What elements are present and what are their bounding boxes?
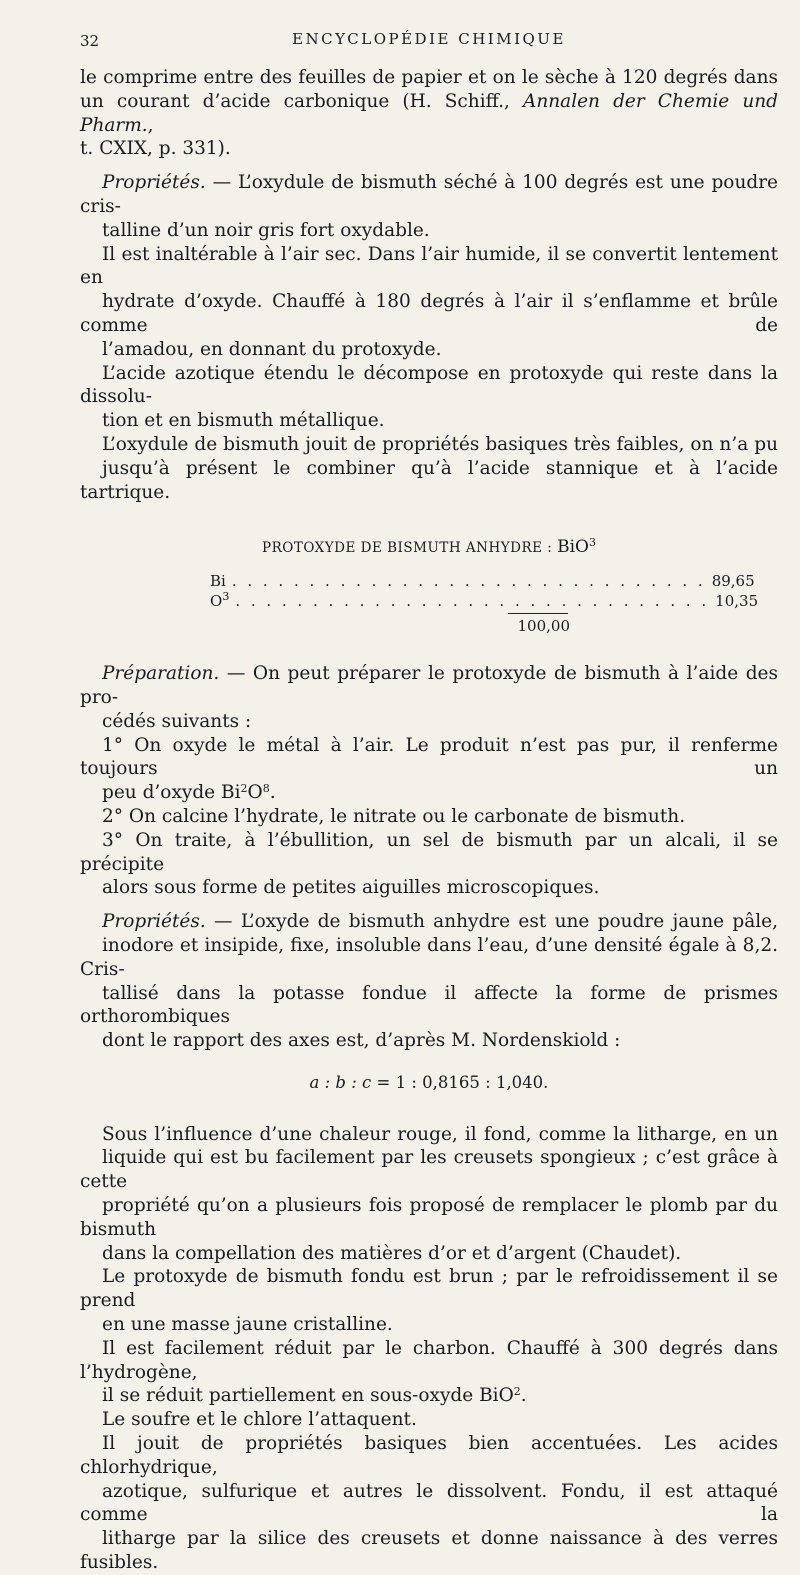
text-line xyxy=(80,781,778,805)
paragraph-fondu-brun xyxy=(80,1265,778,1336)
paragraph-proprietes-basiques xyxy=(80,433,778,504)
text-line: Il jouit de propriétés basiques bien accentuées. Les acides chlorhydrique, xyxy=(80,1433,778,1478)
composition-value: 10,35 xyxy=(715,592,759,611)
text-line: L’acide azotique étendu le décompose en protoxyde qui reste dans la dissolu- xyxy=(80,362,778,408)
text-line: litharge par la silice des creusets et donne naissance à des verres fusibles. xyxy=(80,1528,778,1574)
text-span: . xyxy=(269,782,276,804)
paragraph-schiff xyxy=(80,66,778,161)
section-lead: Préparation. xyxy=(102,663,220,685)
text-line: dont le rapport des axes est, d’après M. Nordenskiold : xyxy=(102,1030,621,1052)
text-line: propriété qu’on a plusieurs fois proposé de remplacer le plomb par du bismuth xyxy=(80,1195,778,1240)
composition-row xyxy=(210,571,755,591)
body-text xyxy=(80,66,778,1575)
text-line: azotique, sulfurique et autres le dissolvent. Fondu, il est attaqué comme la xyxy=(80,1480,778,1526)
text-line: 1° On oxyde le métal à l’air. Le produit n’est pas pur, il renferme toujours un xyxy=(80,734,778,780)
journal-title: Annalen der Chemie und Pharm. xyxy=(80,90,778,136)
text-line: Il est inaltérable à l’air sec. Dans l’air humide, il se convertit lentement en xyxy=(80,243,778,289)
text-line: L’oxydule de bismuth jouit de propriétés basiques très faibles, on n’a pu xyxy=(102,433,778,455)
text-line: alors sous forme de petites aiguilles microscopiques. xyxy=(102,877,600,899)
composition-total: 100,00 xyxy=(517,617,570,636)
text-span: — L’oxyde de bismuth anhydre est une poudre jaune pâle, xyxy=(205,911,778,933)
text-span: O xyxy=(247,782,263,804)
compound-name: PROTOXYDE DE BISMUTH ANHYDRE : xyxy=(262,540,558,557)
text-line: tion et en bismuth métallique. xyxy=(102,410,385,432)
text-line: liquide qui est bu facilement par les creusets spongieux ; c’est grâce à cette xyxy=(80,1147,778,1193)
superscript: 2 xyxy=(240,782,248,796)
formula-superscript: 3 xyxy=(588,536,596,550)
text-line: le comprime entre des feuilles de papier et on le sèche à 120 degrés dans xyxy=(80,67,778,88)
paragraph-preparation xyxy=(80,662,778,733)
text-line: Le soufre et le chlore l’attaquent. xyxy=(102,1409,417,1431)
section-lead: Propriétés. xyxy=(102,911,206,933)
axis-ratio-formula xyxy=(80,1071,778,1095)
text-line: 3° On traite, à l’ébullition, un sel de bismuth par un alcali, il se précipite xyxy=(80,829,778,875)
paragraph-proprietes-oxydule xyxy=(80,171,778,242)
ratio-values: = 1 : 0,8165 : 1,040. xyxy=(371,1072,549,1092)
text-line: jusqu’à présent le combiner qu’à l’acide stannique et à l’acide tartrique. xyxy=(80,457,778,503)
paragraph-reduction xyxy=(80,1337,778,1408)
text-line xyxy=(80,90,778,138)
text-span: — L’oxydule de bismuth séché à 100 degrés est une poudre cris- xyxy=(80,172,778,217)
text-line: en une masse jaune cristalline. xyxy=(102,1314,393,1336)
text-line xyxy=(80,1384,778,1408)
text-line xyxy=(80,662,778,710)
superscript: 2 xyxy=(513,1385,521,1399)
paragraph-inalterable xyxy=(80,243,778,362)
paragraph-acide-azotique xyxy=(80,362,778,433)
text-line: tallisé dans la potasse fondue il affecte la forme de prismes orthorombiques xyxy=(80,982,778,1028)
text-line: Sous l’influence d’une chaleur rouge, il fond, comme la litharge, en un xyxy=(102,1123,778,1145)
page-number: 32 xyxy=(80,32,100,50)
section-lead: Propriétés. xyxy=(102,172,206,194)
text-line: talline d’un noir gris fort oxydable. xyxy=(102,219,430,241)
composition-value: 89,65 xyxy=(711,572,755,591)
running-title: ENCYCLOPÉDIE CHIMIQUE xyxy=(292,30,566,48)
paragraph-chaleur-rouge xyxy=(80,1123,778,1266)
element-label: O xyxy=(210,592,223,611)
text-line: 2° On calcine l’hydrate, le nitrate ou le carbonate de bismuth. xyxy=(102,805,686,827)
text-span: — On peut préparer le protoxyde de bismuth à l’aide des pro- xyxy=(80,663,778,708)
paragraph-soufre-chlore xyxy=(80,1408,778,1432)
preparation-step-2 xyxy=(80,805,778,829)
dot-leader: . . . . . . . . . . . . . . . . . . . . . . . . . . . . . . . xyxy=(231,572,706,591)
element-label: Bi xyxy=(210,572,226,591)
composition-row xyxy=(210,590,759,611)
dot-leader: . . . . . . . . . . . . . . . . . . . . . . . . . . . . . . . xyxy=(235,592,710,611)
text-span: . xyxy=(520,1385,527,1407)
text-line: dans la compellation des matières d’or et d’argent (Chaudet). xyxy=(102,1242,682,1264)
element-superscript: 3 xyxy=(222,590,230,604)
text-span: il se réduit partiellement en sous-oxyde BiO xyxy=(102,1385,514,1407)
preparation-step-1 xyxy=(80,734,778,805)
formula-base: BiO xyxy=(557,537,589,558)
element-symbol xyxy=(210,571,226,591)
text-span: peu d’oxyde Bi xyxy=(102,782,241,804)
text-line: l’amadou, en donnant du protoxyde. xyxy=(102,338,442,360)
page-header xyxy=(80,30,778,54)
text-line: hydrate d’oxyde. Chauffé à 180 degrés à l’air il s’enflamme et brûle comme de xyxy=(80,291,778,336)
superscript: 8 xyxy=(262,782,270,796)
text-line xyxy=(80,171,778,219)
text-line xyxy=(80,910,778,934)
paragraph-proprietes-oxyde xyxy=(80,910,778,1053)
text-line: Le protoxyde de bismuth fondu est brun ; par le refroidissement il se prend xyxy=(80,1266,778,1312)
text-line: t. CXIX, p. 331). xyxy=(80,138,231,160)
composition-table xyxy=(210,571,759,636)
preparation-step-3 xyxy=(80,829,778,900)
text-line: inodore et insipide, fixe, insoluble dans l’eau, d’une densité égale à 8,2. Cris- xyxy=(80,934,778,980)
text-span: un courant d’acide carbonique (H. Schiff., xyxy=(80,90,523,112)
text-line: cédés suivants : xyxy=(102,710,252,732)
element-symbol xyxy=(210,591,229,611)
compound-heading xyxy=(80,536,778,561)
paragraph-basiques-accentuees xyxy=(80,1432,778,1575)
ratio-variables: a : b : c xyxy=(309,1072,372,1092)
text-line: Il est facilement réduit par le charbon. Chauffé à 300 degrés dans l’hydrogène, xyxy=(80,1337,778,1383)
compound-formula xyxy=(557,537,596,557)
text-span: , xyxy=(147,114,154,136)
